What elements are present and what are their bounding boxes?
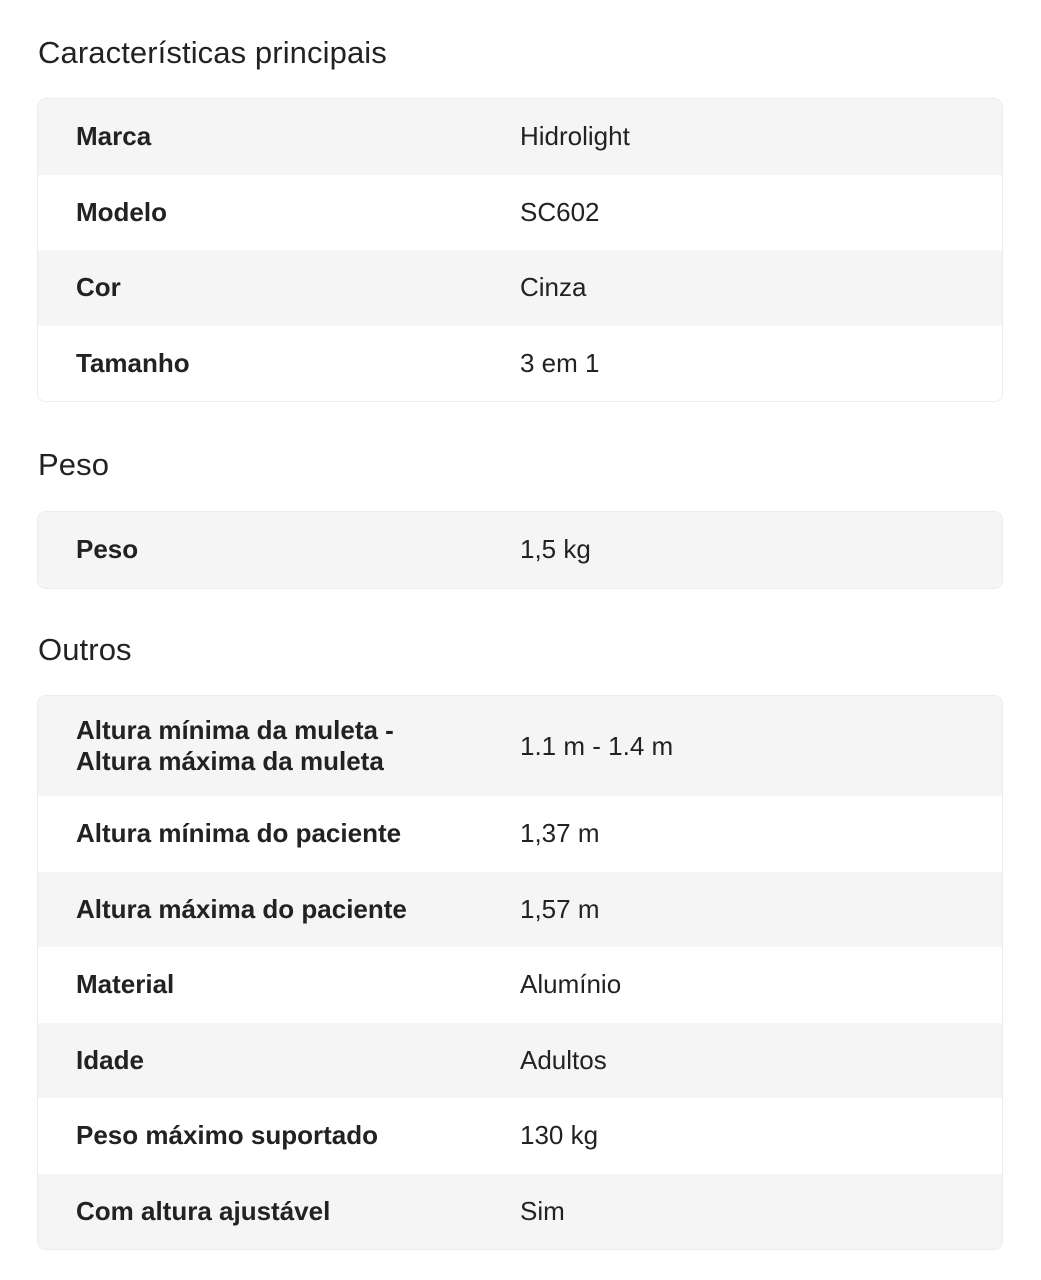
spec-label: Idade	[76, 1044, 144, 1075]
spec-row-patient-max-height	[38, 872, 1002, 948]
spec-value: SC602	[520, 196, 600, 227]
spec-value: 1,57 m	[520, 893, 600, 924]
spec-row-material	[38, 947, 1002, 1023]
spec-label: Peso máximo suportado	[76, 1120, 378, 1151]
spec-row-size	[38, 326, 1002, 402]
spec-value: Cinza	[520, 272, 587, 303]
spec-table-others	[37, 695, 1003, 1250]
spec-value: Alumínio	[520, 969, 622, 1000]
spec-label: Tamanho	[76, 347, 190, 378]
spec-value: Hidrolight	[520, 121, 630, 152]
spec-label: Peso	[76, 534, 139, 565]
spec-label: Cor	[76, 272, 121, 303]
spec-row-weight	[38, 512, 1002, 588]
spec-row-model	[38, 175, 1002, 251]
spec-value: Adultos	[520, 1044, 607, 1075]
spec-label: Com altura ajustável	[76, 1195, 331, 1226]
spec-label: Modelo	[76, 196, 167, 227]
spec-label: Altura máxima do paciente	[76, 893, 407, 924]
spec-label: Altura mínima da muleta - Altura máxima da muleta	[76, 715, 394, 776]
section-title-weight: Peso	[38, 447, 110, 482]
spec-value: 3 em 1	[520, 347, 600, 378]
spec-row-adjustable-height	[38, 1174, 1002, 1250]
spec-table-main-features	[37, 98, 1003, 402]
spec-value: 130 kg	[520, 1120, 599, 1151]
spec-value: 1,37 m	[520, 818, 600, 849]
spec-label: Marca	[76, 121, 152, 152]
section-title-others: Outros	[38, 632, 132, 667]
spec-table-weight	[37, 511, 1003, 589]
spec-row-brand	[38, 99, 1002, 175]
spec-row-patient-min-height	[38, 796, 1002, 872]
spec-value: 1,5 kg	[520, 534, 591, 565]
spec-row-age	[38, 1023, 1002, 1099]
spec-value: Sim	[520, 1195, 565, 1226]
spec-row-color	[38, 250, 1002, 326]
section-title-main-features: Características principais	[38, 35, 387, 70]
spec-value: 1.1 m - 1.4 m	[520, 730, 674, 761]
spec-label: Altura mínima do paciente	[76, 818, 402, 849]
spec-label: Material	[76, 969, 175, 1000]
spec-row-max-weight	[38, 1098, 1002, 1174]
spec-row-crutch-height-range	[38, 696, 1002, 796]
